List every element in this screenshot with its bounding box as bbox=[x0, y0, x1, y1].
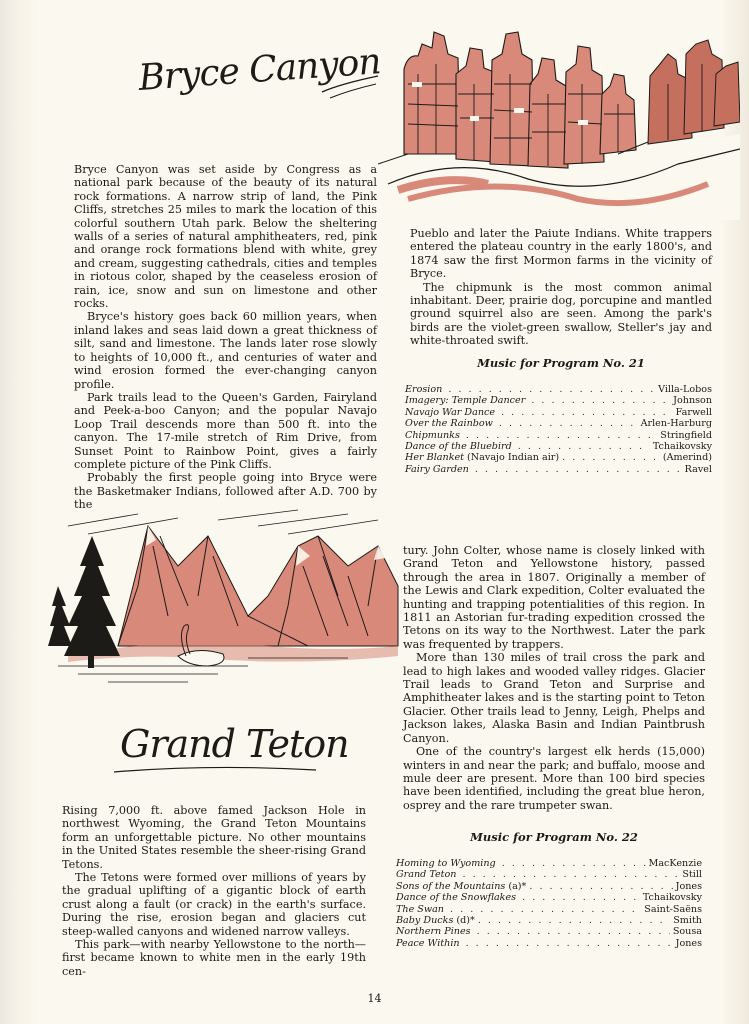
teton-paragraph-1: Rising 7,000 ft. above famed Jackson Hole in northwest Wyoming, the Grand Teton Mountains form an unforgettable picture. No other mountains in the United States resemble the sheer-rising Grand Tetons. bbox=[62, 804, 366, 871]
music-list-22 bbox=[396, 858, 702, 949]
teton-title-underline bbox=[110, 760, 320, 780]
bryce-canyon-illustration bbox=[378, 14, 740, 220]
music-item: Peace Within . . . Jones bbox=[396, 938, 702, 949]
music-item: Chipmunks . . . Stringfield bbox=[405, 430, 712, 441]
music-item: Sons of the Mountains (a)* . . . Jones bbox=[396, 881, 702, 892]
teton-text-column-2 bbox=[403, 544, 705, 812]
bryce-paragraph-4: Probably the first people going into Bryce were the Basketmaker Indians, followed after A.D. 700 by the bbox=[74, 471, 377, 512]
music-item: Dance of the Snowflakes . . . Tchaikovsky bbox=[396, 892, 702, 903]
music-item: Dance of the Bluebird . . . Tchaikovsky bbox=[405, 441, 712, 452]
music-list-21 bbox=[405, 384, 712, 475]
bryce-paragraph-3: Park trails lead to the Queen's Garden, Fairyland and Peek-a-boo Canyon; and the popular Navajo Loop Trail descends more than 500 ft. into the canyon. The 17-mile stretch of Rim Drive, from Sunset Point to Rainbow Point, gives a fairly complete picture of the Pink Cliffs. bbox=[74, 390, 377, 471]
music-item: Navajo War Dance . . . Farwell bbox=[405, 407, 712, 418]
music-item: Northern Pines . . . Sousa bbox=[396, 926, 702, 937]
page-number: 14 bbox=[367, 992, 382, 1005]
music-item: Fairy Garden . . . Ravel bbox=[405, 464, 712, 475]
teton-text-column-1 bbox=[62, 804, 366, 978]
music-item: Homing to Wyoming . . . MacKenzie bbox=[396, 858, 702, 869]
bryce-paragraph-2: Bryce's history goes back 60 million years, when inland lakes and seas laid down a great thickness of silt, sand and limestone. The lands later rose slowly to heights of 10,000 ft., and centuries of water and wind erosion formed the ever-changing canyon profile. bbox=[74, 310, 377, 391]
bryce-canyon-title: Bryce Canyon bbox=[137, 41, 382, 99]
music-item: Baby Ducks (d)* . . . Smith bbox=[396, 915, 702, 926]
bryce-title-underline bbox=[320, 62, 380, 102]
grand-teton-illustration bbox=[48, 506, 400, 702]
teton-paragraph-5: More than 130 miles of trail cross the park and lead to high lakes and wooded valley ridges. Glacier Trail leads to Grand Teton and Surprise and Amphitheater lakes and is the starting point to Teton Glacier. Other trails lead to Jenny, Leigh, Phelps and Jackson lakes, Alaska Basin and Indian Paintbrush Canyon. bbox=[403, 651, 705, 745]
teton-paragraph-3: This park—with nearby Yellowstone to the north—first became known to white men in the early 19th cen- bbox=[62, 938, 366, 978]
bryce-paragraph-1: Bryce Canyon was set aside by Congress as a national park because of the beauty of its natural rock formations. A narrow strip of land, the Pink Cliffs, stretches 25 miles to mark the location of this colorful southern Utah park. Below the sheltering walls of a series of natural amphitheaters, red, pink and orange rock formations blend with white, grey and cream, suggesting cathedrals, cities and temples in riotous color, shaped by the ceaseless erosion of rain, ice, snow and sun on limestone and other rocks. bbox=[74, 163, 377, 311]
music-item: The Swan . . . Saint-Saëns bbox=[396, 904, 702, 915]
bryce-paragraph-6: The chipmunk is the most common animal inhabitant. Deer, prairie dog, porcupine and mantled ground squirrel also are seen. Among the park's birds are the violet-green swallow, Steller's jay and white-throated swift. bbox=[410, 280, 712, 348]
grand-teton-title: Grand Teton bbox=[120, 722, 349, 766]
music-heading-22: Music for Program No. 22 bbox=[470, 830, 638, 844]
teton-paragraph-2: The Tetons were formed over millions of years by the gradual uplifting of a gigantic block of earth crust along a fault (or crack) in the earth's surface. During the rise, erosion began and glaciers cut steep-walled canyons and widened narrow valleys. bbox=[62, 871, 366, 938]
music-item: Imagery: Temple Dancer . . . Johnson bbox=[405, 395, 712, 406]
music-item: Her Blanket (Navajo Indian air) . . . (Amerind) bbox=[405, 452, 712, 463]
teton-paragraph-6: One of the country's largest elk herds (15,000) winters in and near the park; and buffalo, moose and mule deer are present. More than 100 bird species have been identified, including the great blue heron, osprey and the rare trumpeter swan. bbox=[403, 745, 705, 812]
bryce-text-column-1 bbox=[74, 163, 377, 512]
music-item: Grand Teton . . . Still bbox=[396, 869, 702, 880]
teton-paragraph-4: tury. John Colter, whose name is closely linked with Grand Teton and Yellowstone history, passed through the area in 1807. Originally a member of the Lewis and Clark expedition, Colter evaluated the hunting and trapping potentialities of this region. In 1811 an Astorian fur-trading expedition crossed the Tetons on its way to the Northwest. Later the park was frequented by trappers. bbox=[403, 544, 705, 651]
bryce-paragraph-5: Pueblo and later the Paiute Indians. White trappers entered the plateau country in the early 1800's, and 1874 saw the first Mormon farms in the vicinity of Bryce. bbox=[410, 227, 712, 281]
bryce-text-column-2 bbox=[410, 227, 712, 348]
music-item: Erosion . . . Villa-Lobos bbox=[405, 384, 712, 395]
music-heading-21: Music for Program No. 21 bbox=[477, 356, 645, 370]
music-item: Over the Rainbow . . . Arlen-Harburg bbox=[405, 418, 712, 429]
